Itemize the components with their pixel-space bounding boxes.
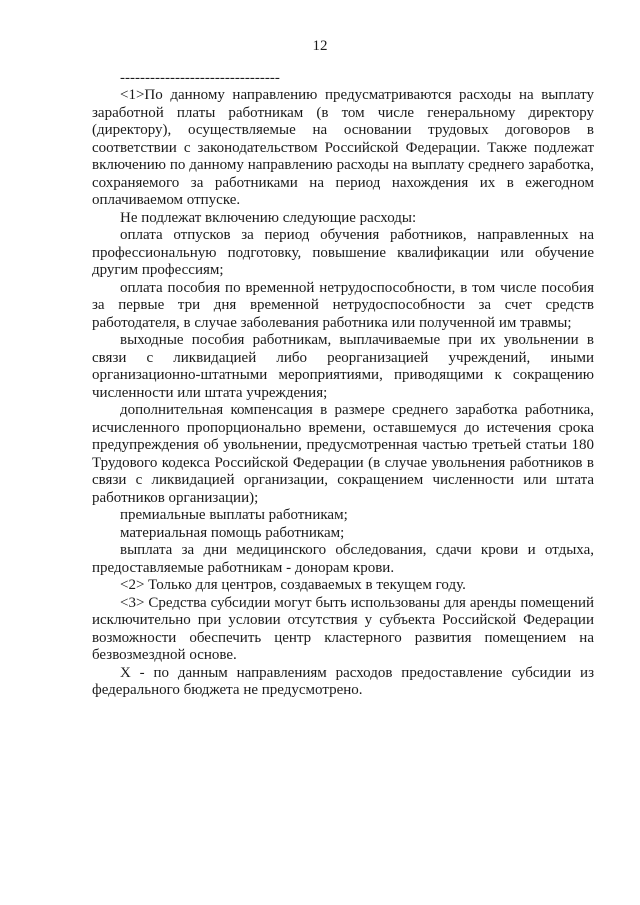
footnote-1: <1>По данному направлению предусматриваются расходы на выплату заработной платы работникам (в том числе генеральному директору (директору), осуществляемые на основании трудовых договоров в соответствии с законодательством Российской Федерации. Также подлежат включению по данному направлению расходы на выплату среднего заработка, сохраняемого за работниками на период нахождения их в ежегодном оплачиваемом отпуске.	[92, 87, 594, 208]
footnotes-section	[92, 70, 594, 700]
footnote-x: Х - по данным направлениям расходов предоставление субсидии из федерального бюджета не предусмотрено.	[92, 664, 594, 698]
excluded-item-donor-days: выплата за дни медицинского обследования, сдачи крови и отдыха, предоставляемые работникам - донорам крови.	[92, 542, 594, 576]
excluded-item-training-leave: оплата отпусков за период обучения работников, направленных на профессиональную подготовку, повышение квалификации или обучение другим профессиям;	[92, 227, 594, 278]
footnote-3: <3> Средства субсидии могут быть использованы для аренды помещений исключительно при условии отсутствия у субъекта Российской Федерации возможности обеспечить центр кластерного развития помещением на безвозмездной основе.	[92, 594, 594, 663]
excluded-item-compensation: дополнительная компенсация в размере среднего заработка работника, исчисленного пропорционально времени, оставшемуся до истечения срока предупреждения об увольнении, предусмотренная частью третьей статьи 180 Трудового кодекса Российской Федерации (в случае увольнения работников в связи с ликвидацией организации, сокращением численности или штата работников организации);	[92, 402, 594, 506]
excluded-expenses-heading: Не подлежат включению следующие расходы:	[120, 209, 417, 226]
excluded-item-material-aid: материальная помощь работникам;	[120, 524, 345, 541]
excluded-item-severance: выходные пособия работникам, выплачиваемые при их увольнении в связи с ликвидацией либо реорганизацией учреждений, иными организационно-штатными мероприятиями, приводящими к сокращению численности или штата учреждения;	[92, 332, 594, 401]
excluded-item-sick-pay: оплата пособия по временной нетрудоспособности, в том числе пособия за первые три дня временной нетрудоспособности за счет средств работодателя, в случае заболевания работника или полученной им травмы;	[92, 279, 594, 331]
footnote-2: <2> Только для центров, создаваемых в текущем году.	[120, 577, 466, 593]
page-number: 12	[312, 38, 328, 54]
excluded-item-bonuses: премиальные выплаты работникам;	[120, 507, 348, 523]
footnote-separator: --------------------------------	[120, 70, 280, 86]
